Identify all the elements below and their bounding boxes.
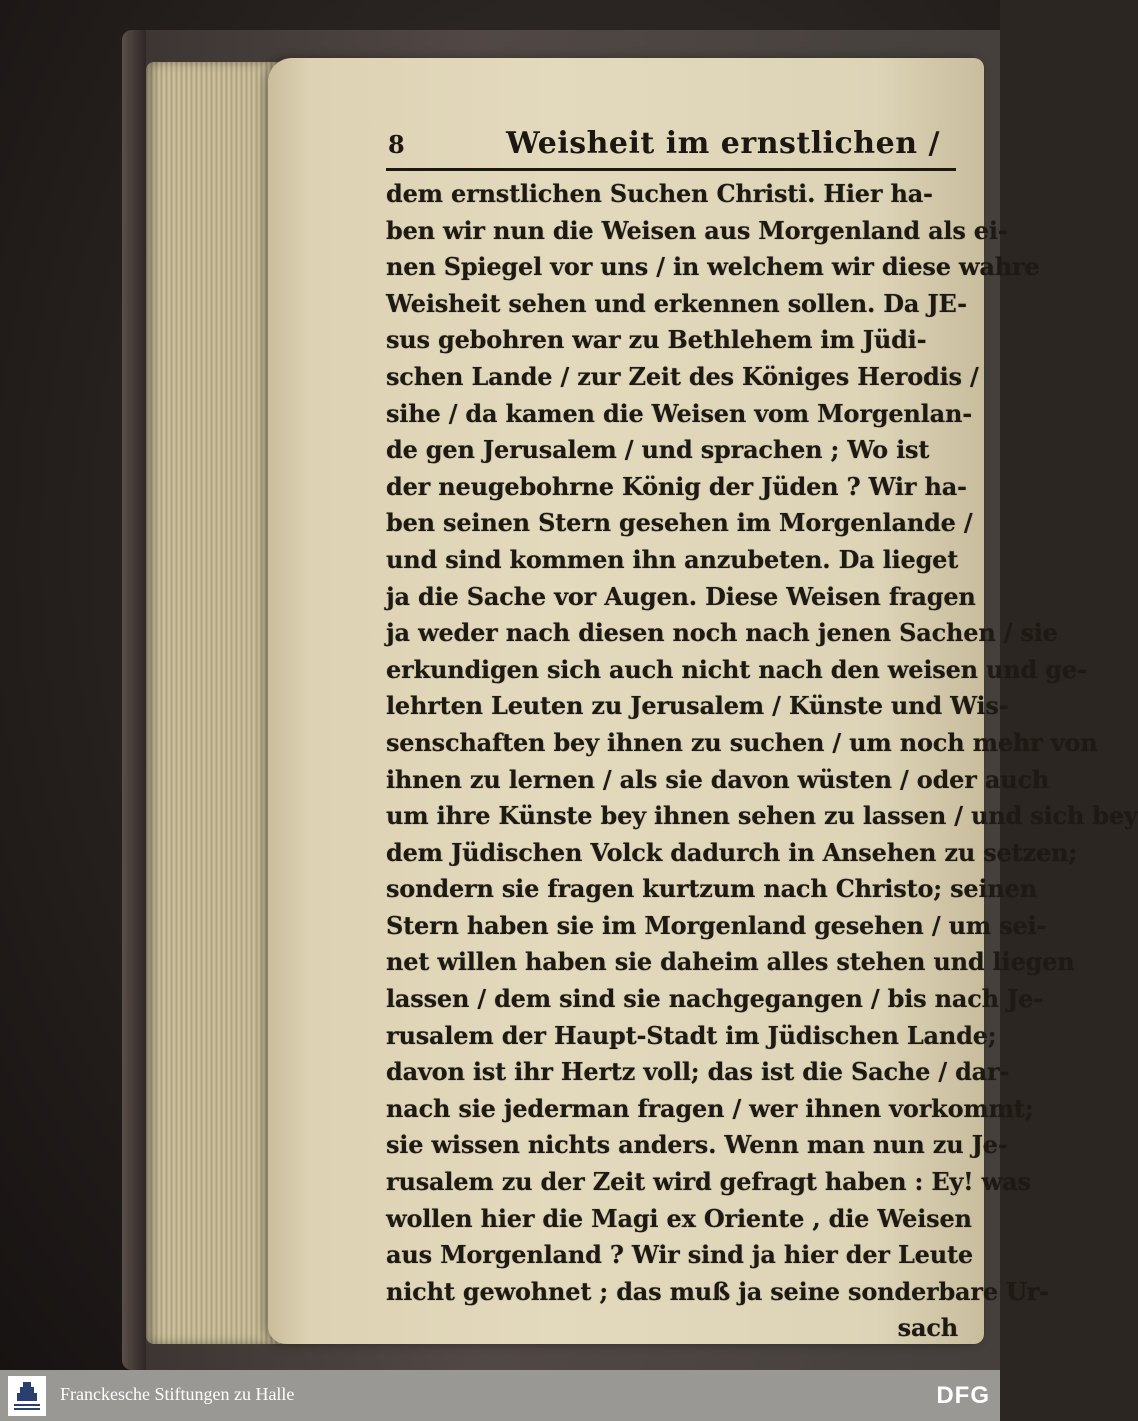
text-line: sihe / da kamen die Weisen vom Morgenlan- [386,398,972,428]
text-line: net willen haben sie daheim alles stehen und liegen [386,947,1075,977]
text-line: Stern haben sie im Morgenland gesehen / um sei- [386,910,1047,940]
text-line: um ihre Künste bey ihnen sehen zu lassen / und sich bey [386,801,1138,831]
francke-logo-icon [8,1376,46,1416]
page-number: 8 [388,130,405,159]
text-line: ja weder nach diesen noch nach jenen Sachen / sie [386,618,1058,648]
text-line: aus Morgenland ? Wir sind ja hier der Leute [386,1240,973,1270]
text-line: lehrten Leuten zu Jerusalem / Künste und Wis- [386,691,1009,721]
text-line: nach sie jederman fragen / wer ihnen vorkommt; [386,1093,1034,1123]
text-line: wollen hier die Magi ex Oriente , die Weisen [386,1203,972,1233]
text-line: ja die Sache vor Augen. Diese Weisen fragen [386,581,976,611]
institution-logo [8,1376,46,1416]
text-line: dem ernstlichen Suchen Christi. Hier ha- [386,179,933,208]
page-stack [146,62,286,1344]
book-page [268,58,1138,1344]
text-line: senschaften bey ihnen zu suchen / um noch mehr von [386,727,1098,757]
page-header [388,126,948,166]
text-line: der neugebohrne König der Jüden ? Wir ha- [386,471,967,501]
running-head: Weisheit im ernstlichen / [506,126,940,161]
text-line: nen Spiegel vor uns / in welchem wir diese wahre [386,252,1040,282]
text-line: und sind kommen ihn anzubeten. Da lieget [386,544,959,574]
text-line: schen Lande / zur Zeit des Königes Herodis / [386,361,979,391]
header-rule [386,168,956,171]
catchword: sach [897,1313,958,1343]
footer-bar [0,1370,1000,1421]
text-line: sondern sie fragen kurtzum nach Christo; seinen [386,874,1037,904]
text-line: Weisheit sehen und erkennen sollen. Da JE- [386,288,967,318]
text-line: ben seinen Stern gesehen im Morgenlande / [386,508,973,538]
text-line: erkundigen sich auch nicht nach den weisen und ge- [386,654,1087,684]
text-block [386,176,1138,1347]
text-line: de gen Jerusalem / und sprachen ; Wo ist [386,435,930,465]
text-line: sie wissen nichts anders. Wenn man nun zu Je- [386,1130,1008,1160]
cover-edge [122,30,146,1370]
text-line: lassen / dem sind sie nachgegangen / bis nach Je- [386,984,1043,1014]
text-line: sus gebohren war zu Bethlehem im Jüdi- [386,325,927,355]
text-line: ben wir nun die Weisen aus Morgenland als ei- [386,215,1008,245]
text-line: rusalem der Haupt-Stadt im Jüdischen Lande; [386,1020,997,1050]
text-line: ihnen zu lernen / als sie davon wüsten / oder auch [386,764,1050,794]
text-line: nicht gewohnet ; das muß ja seine sonderbare Ur- [386,1276,1050,1306]
text-line: dem Jüdischen Volck dadurch in Ansehen zu setzen; [386,837,1077,867]
text-line: davon ist ihr Hertz voll; das ist die Sache / dar- [386,1057,1010,1087]
text-line: rusalem zu der Zeit wird gefragt haben : Ey! was [386,1167,1031,1197]
institution-name: Franckesche Stiftungen zu Halle [60,1384,295,1404]
dfg-logo: DFG [936,1382,990,1409]
